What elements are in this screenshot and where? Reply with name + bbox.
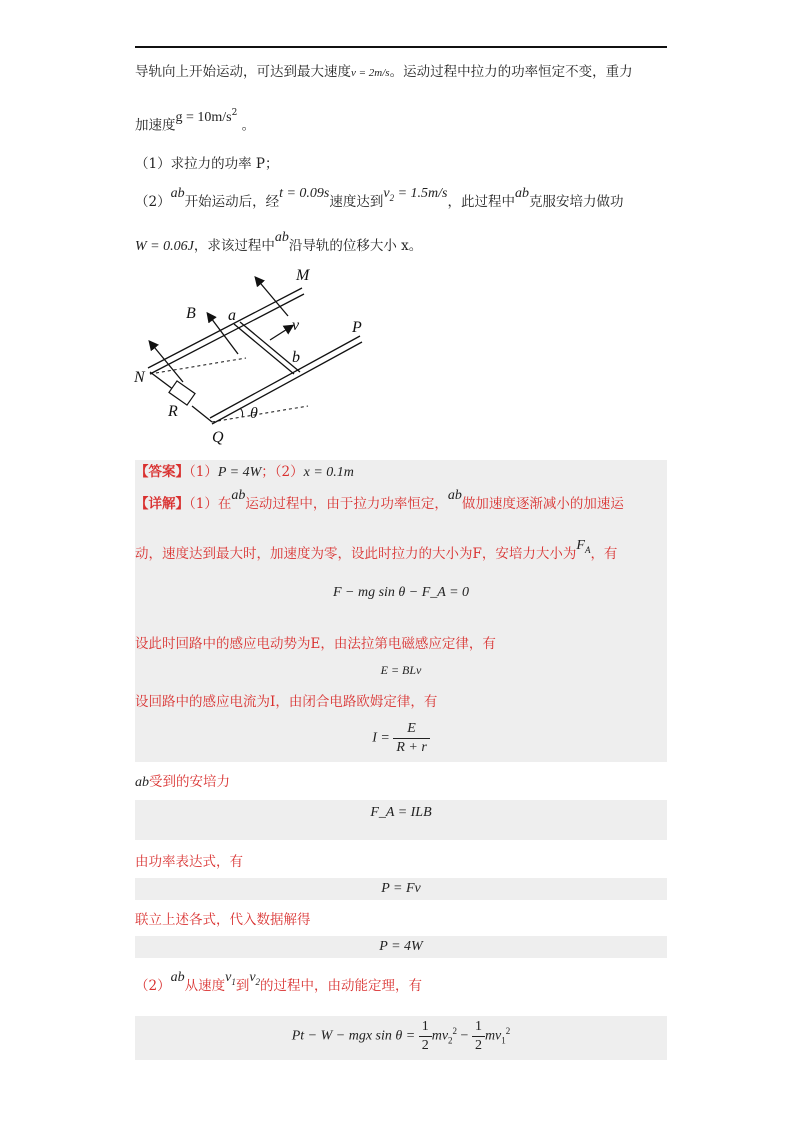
equation-5: P = Fv [381, 881, 421, 896]
rail-NM [148, 288, 302, 368]
detail-line-7: 联立上述各式，代入数据解得 [135, 912, 311, 928]
label-M: M [296, 267, 310, 284]
top-rule [135, 46, 667, 48]
detail-line-5: ab受到的安培力 [135, 774, 230, 790]
rail-QP [210, 336, 360, 418]
label-P: P [352, 319, 362, 336]
resistor-R [169, 381, 195, 405]
question-line-2: 加速度$g = 10m/s^2$ 。 [135, 108, 256, 134]
detail-line-3: 设此时回路中的感应电动势为E，由法拉第电磁感应定律，有 [135, 636, 496, 652]
label-Q: Q [212, 429, 224, 446]
equation-6: P = 4W [379, 939, 423, 954]
question-part-1: （1）求拉力的功率 P； [135, 156, 279, 172]
detail-line-6: 由功率表达式，有 [135, 854, 243, 870]
detail-line-2: 动，速度达到最大时，加速度为零，设此时拉力的大小为F，安培力大小为$F_A$，有 [135, 538, 618, 562]
rail-diagram [128, 262, 378, 452]
equation-2: E = BLv [380, 663, 422, 677]
label-B: B [186, 305, 196, 322]
question-part-2-cont: W = 0.06J，求该过程中ab沿导轨的位移大小 x。 [135, 230, 423, 254]
equation-7: Pt − W − mgx sin θ = $\frac{1}{2}$ $mv_2^2$ − $\frac{1}{2}$ $mv_1^2$ [291, 1019, 511, 1053]
label-R: R [168, 403, 178, 420]
detail-line-8: （2）ab从速度$v_1$到$v_2$的过程中，由动能定理，有 [135, 970, 423, 994]
velocity-arrow [270, 326, 292, 340]
label-theta: θ [250, 405, 258, 422]
question-line-1: 导轨向上开始运动，可达到最大速度v = 2m/s。运动过程中拉力的功率恒定不变，重力 [135, 64, 633, 80]
equation-1: F − mg sin θ − F_A = 0 [332, 585, 470, 600]
label-a: a [228, 307, 236, 324]
detail-line-4: 设回路中的感应电流为I，由闭合电路欧姆定律，有 [135, 694, 438, 710]
equation-4: F_A = ILB [370, 805, 432, 820]
label-b: b [292, 349, 300, 366]
question-part-2: （2）ab开始运动后，经t = 0.09s速度达到$v_2 = 1.5m/s$，此过程中ab克服安培力做功 [135, 186, 624, 210]
rod-ab [234, 324, 294, 374]
equation-3: I = $\frac{E}{R + r}$ [135, 722, 667, 755]
detail-line-1: 【详解】（1）在ab运动过程中，由于拉力功率恒定，ab做加速度逐渐减小的加速运 [135, 488, 624, 512]
label-v: v [292, 317, 300, 334]
label-N: N [134, 369, 145, 386]
answer-line: 【答案】（1）P = 4W；（2）x = 0.1m [135, 464, 354, 480]
